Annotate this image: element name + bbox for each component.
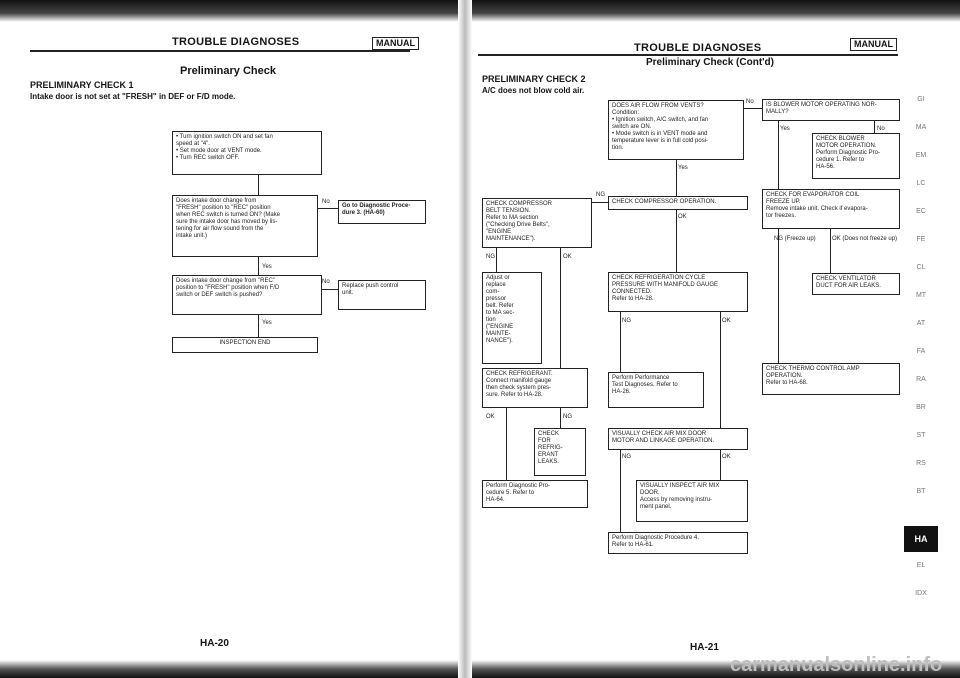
label-no: No <box>322 199 330 205</box>
connector <box>620 450 621 532</box>
label-ng-freeze: NG (Freeze up) <box>774 236 816 242</box>
box-thermo-control: CHECK THERMO CONTROL AMP OPERATION. Refer to HA-68. <box>762 363 900 395</box>
page-gutter <box>458 0 472 678</box>
box-compressor-belt: CHECK COMPRESSOR BELT TENSION. Refer to MA section ("Checking Drive Belts", "ENGINE MAINTENANCE"). <box>482 198 592 248</box>
side-tab[interactable]: IDX <box>915 590 927 597</box>
connector <box>322 289 338 290</box>
box-blower-motor: IS BLOWER MOTOR OPERATING NOR- MALLY? <box>762 99 900 121</box>
connector <box>744 108 762 109</box>
right-section-title: Preliminary Check (Cont'd) <box>646 57 774 68</box>
connector <box>318 208 338 209</box>
connector <box>830 229 831 273</box>
side-tab[interactable]: GI <box>917 96 925 103</box>
left-check-subtitle: Intake door is not set at "FRESH" in DEF or F/D mode. <box>30 92 236 101</box>
connector <box>592 202 608 203</box>
connector <box>560 408 561 428</box>
connector <box>676 210 677 272</box>
right-page-number: HA-21 <box>690 642 719 653</box>
label-ok: OK <box>722 454 731 460</box>
connector <box>506 408 507 480</box>
right-manual-badge: MANUAL <box>850 38 897 51</box>
step-replace-push-control: Replace push control unit. <box>338 280 426 310</box>
connector <box>676 160 677 196</box>
right-header-title: TROUBLE DIAGNOSES <box>634 42 762 54</box>
box-blower-operation: CHECK BLOWER MOTOR OPERATION. Perform Diagnostic Pro- cedure 1. Refer to HA-56. <box>812 133 900 179</box>
label-yes: Yes <box>678 165 688 171</box>
label-ng: NG <box>486 254 495 260</box>
side-tab[interactable]: LC <box>916 180 926 187</box>
label-yes: Yes <box>780 126 790 132</box>
left-manual-badge: MANUAL <box>372 37 419 50</box>
connector <box>258 315 259 337</box>
step-diag-procedure-3: Go to Diagnostic Proce- dure 3. (HA-60) <box>338 200 426 224</box>
side-tab[interactable]: AT <box>916 320 926 327</box>
top-dark-edge <box>0 0 960 22</box>
side-tab[interactable]: RS <box>916 460 926 467</box>
label-ok: OK <box>486 414 495 420</box>
box-diag-procedure-5: Perform Diagnostic Pro- cedure 5. Refer to HA-64. <box>482 480 588 508</box>
connector <box>258 175 259 195</box>
left-header-title: TROUBLE DIAGNOSES <box>172 36 300 48</box>
step-rec-switch-check: Does intake door change from "FRESH" position to "REC" position when REC switch is turned ON? (Make sure the intake door has moved by lis- tening for air flow sound from the intake unit.) <box>172 195 318 257</box>
connector <box>874 121 875 133</box>
right-check-subtitle: A/C does not blow cold air. <box>482 86 585 95</box>
label-ng: NG <box>622 454 631 460</box>
connector <box>778 229 779 363</box>
left-section-title: Preliminary Check <box>180 65 276 77</box>
box-adjust-belt: Adjust or replace com- pressor belt. Refer to MA sec- tion ("ENGINE MAINTE- NANCE"). <box>482 272 542 364</box>
connector <box>720 312 721 428</box>
box-inspect-air-mix-door: VISUALLY INSPECT AIR MIX DOOR. Access by removing instru- ment panel. <box>636 480 748 522</box>
label-ng: NG <box>563 414 572 420</box>
box-refrigerant-leaks: CHECK FOR REFRIG- ERANT LEAKS. <box>534 428 586 476</box>
side-tab[interactable]: BT <box>916 488 926 495</box>
right-header-rule <box>478 54 898 56</box>
side-tab[interactable]: MA <box>915 124 927 131</box>
side-tab[interactable]: EM <box>915 152 927 159</box>
watermark: carmanualsonline.info <box>730 654 943 676</box>
connector <box>496 248 497 272</box>
label-ok: OK <box>722 318 731 324</box>
left-header-rule <box>30 50 410 52</box>
side-tab[interactable]: BR <box>916 404 926 411</box>
side-tab[interactable]: RA <box>916 376 926 383</box>
box-compressor-operation: CHECK COMPRESSOR OPERATION. <box>608 196 748 210</box>
connector <box>778 121 779 189</box>
side-tab[interactable]: ST <box>916 432 926 439</box>
box-performance-test: Perform Performance Test Diagnoses. Refer to HA-26. <box>608 372 704 408</box>
label-no: No <box>746 99 754 105</box>
left-page-number: HA-20 <box>200 638 229 649</box>
label-yes: Yes <box>262 320 272 326</box>
step-ignition-setup: • Turn ignition switch ON and set fan speed at "4". • Set mode door at VENT mode. • Turn REC switch OFF. <box>172 131 322 175</box>
connector <box>620 312 621 372</box>
label-ok: OK <box>563 254 572 260</box>
side-tab[interactable]: EC <box>916 208 926 215</box>
step-fd-def-switch-check: Does intake door change from "REC" position to "FRESH" position when F/D switch or DEF switch is pushed? <box>172 275 322 315</box>
box-diag-procedure-4: Perform Diagnostic Procedure 4. Refer to HA-61. <box>608 532 748 554</box>
box-evaporator-freeze: CHECK FOR EVAPORATOR COIL FREEZE UP. Remove intake unit. Check if evapora- tor freezes. <box>762 189 900 229</box>
side-tab[interactable]: FA <box>916 348 926 355</box>
label-ok-freeze: OK (Does not freeze up) <box>832 236 898 242</box>
connector <box>258 257 259 275</box>
right-check-title: PRELIMINARY CHECK 2 <box>482 74 586 84</box>
left-check-title: PRELIMINARY CHECK 1 <box>30 80 134 90</box>
side-tab-active[interactable]: HA <box>904 526 938 552</box>
label-ok: OK <box>678 214 687 220</box>
box-check-refrigerant: CHECK REFRIGERANT. Connect manifold gauge then check system pres- sure. Refer to HA-28. <box>482 368 588 408</box>
side-tab[interactable]: MT <box>915 292 927 299</box>
label-no: No <box>877 126 885 132</box>
step-inspection-end: INSPECTION END <box>172 337 318 353</box>
box-refrigeration-cycle: CHECK REFRIGERATION CYCLE PRESSURE WITH MANIFOLD GAUGE CONNECTED. Refer to HA-28. <box>608 272 748 312</box>
connector <box>560 248 561 368</box>
label-ng: NG <box>622 318 631 324</box>
box-ventilator-duct: CHECK VENTILATOR DUCT FOR AIR LEAKS. <box>812 273 900 295</box>
label-no: No <box>322 279 330 285</box>
box-air-mix-door-check: VISUALLY CHECK AIR MIX DOOR MOTOR AND LINKAGE OPERATION. <box>608 428 748 450</box>
label-yes: Yes <box>262 264 272 270</box>
side-tab[interactable]: CL <box>916 264 926 271</box>
side-tab-column <box>904 96 940 616</box>
label-ng: NG <box>596 192 605 198</box>
side-tab[interactable]: EL <box>916 562 926 569</box>
connector <box>720 450 721 480</box>
box-air-flow-vents: DOES AIR FLOW FROM VENTS? Condition: • Ignition switch, A/C switch, and fan switch are ON. • Mode switch is in VENT mode and temperature lever is in full cold posi- tion. <box>608 100 744 160</box>
side-tab[interactable]: FE <box>916 236 926 243</box>
